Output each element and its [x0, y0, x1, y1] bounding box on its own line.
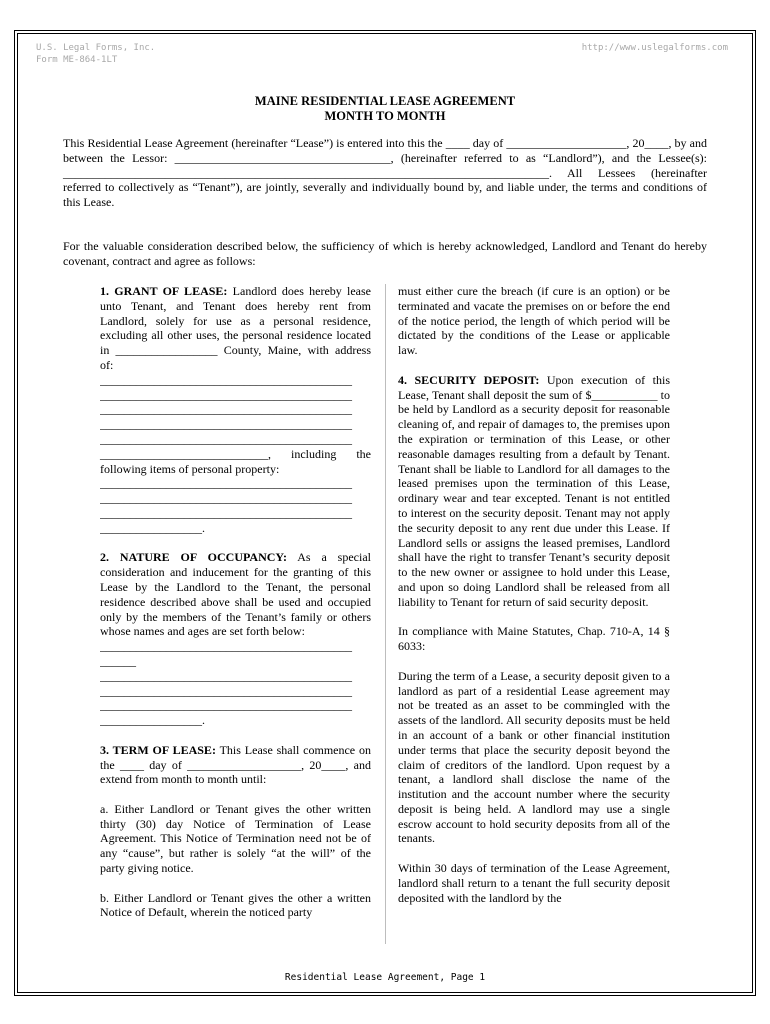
occupant-blank-end[interactable]: _________________. [100, 713, 205, 728]
right-column [398, 284, 670, 905]
section-1-text: Landlord does hereby lease unto Tenant, and Tenant does hereby rent from Landlord, solely for use as a personal residence, excluding all other uses, the personal residence located in _________________ County, Maine, with address of: [100, 284, 372, 372]
section-3-text: This Lease shall commence on the ____ day of ___________________, 20____, and extend from month to month until: [100, 742, 371, 787]
address-blank-line[interactable]: __________________________________________ [100, 431, 352, 446]
occupant-blank-line[interactable]: __________________________________________ [100, 698, 352, 713]
address-blank-line[interactable]: __________________________________________ [100, 372, 352, 387]
document-title [63, 94, 707, 124]
occupant-blank-line[interactable]: __________________________________________ [100, 683, 352, 698]
section-4-security-deposit [398, 373, 670, 610]
section-3-clause-a: a. Either Landlord or Tenant gives the other written thirty (30) day Notice of Termination of Lease Agreement. This Notice of Termination need not be of any “cause”, but rather is solely “at the will” of the party giving notice. [100, 801, 371, 876]
header-form-number: Form ME-864-1LT [36, 55, 118, 65]
intro-paragraph: This Residential Lease Agreement (hereinafter “Lease”) is entered into this the ____ day of ____________________, 20____, by and between the Lessor: ____________________________________, (hereinafter referred to as “Landlord”), and the Lessee(s): _________________________________________________________________________________. All Lessees (hereinafter referred to collectively as “Tenant”), are jointly, severally and individually bound by, and liable under, the terms and conditions of this Lease. [63, 136, 707, 210]
deposit-return-paragraph: Within 30 days of termination of the Lease Agreement, landlord shall return to a tenant the full security deposit deposited with the landlord by the [398, 861, 670, 905]
section-2-text: As a special consideration and inducement for the granting of this Lease by the Landlord to the Tenant, the personal residence described above shall be used and occupied only by the members of the Tenant’s family or others whose names and ages are set forth below: [100, 550, 371, 639]
section-3-term-of-lease [100, 743, 371, 787]
occupant-blank-tail[interactable]: ______ [100, 653, 136, 668]
property-blank-line[interactable]: __________________________________________ [100, 505, 352, 520]
consideration-paragraph: For the valuable consideration described below, the sufficiency of which is hereby acknowledged, Landlord and Tenant do hereby covenant, contract and agree as follows: [63, 239, 707, 268]
header-publisher-name: U.S. Legal Forms, Inc. [36, 43, 156, 53]
section-4-text: Upon execution of this Lease, Tenant shall deposit the sum of $___________ to be held by Landlord as a security deposit for reasonable cleaning of, and repair of damages to, the premises upon the expiration or termination of this Lease, or other reasonable damages resulting from a default by Tenant. Tenant shall be liable to Landlord for all damages to the leased premises upon the termination of this Lease, ordinary wear and tear excepted. Tenant is not entitled to interest on the security deposit. Tenant may not apply the security deposit to any rent due under this Lease. If Landlord sells or assigns the leased premises, Landlord shall have the right to transfer Tenant’s security deposit to the new owner or assignee to hold under this Lease, and upon so doing Landlord shall be released from all liability to Tenant for return of said security deposit. [398, 372, 670, 609]
section-3-clause-b: b. Either Landlord or Tenant gives the other a written Notice of Default, wherein the noticed party [100, 890, 371, 920]
occupant-blank-line[interactable]: __________________________________________ [100, 668, 352, 683]
property-blank-line[interactable]: __________________________________________ [100, 476, 352, 491]
section-4-heading: 4. SECURITY DEPOSIT: [398, 372, 540, 387]
header-publisher [36, 42, 155, 66]
occupant-blank-line[interactable]: __________________________________________ [100, 639, 352, 654]
property-blank-line[interactable]: __________________________________________ [100, 491, 352, 506]
section-3-heading: 3. TERM OF LEASE: [100, 742, 216, 757]
left-column [100, 284, 371, 920]
deposit-handling-paragraph: During the term of a Lease, a security deposit given to a landlord as part of a residential Lease agreement may not be treated as an asset to be commingled with the assets of the landlord. All security deposits must be held in an account of a bank or other financial institution under terms that place the security deposit beyond the claim of creditors of the landlord. Upon request by a tenant, a landlord shall disclose the name of the institution and the account number where the security deposit is being held. A landlord may use a single escrow account to hold security deposits from all of the tenants. [398, 668, 670, 846]
property-blank-end[interactable]: _________________. [100, 520, 205, 535]
address-blank-line[interactable]: __________________________________________ [100, 387, 352, 402]
section-2-heading: 2. NATURE OF OCCUPANCY: [100, 550, 287, 565]
header-url[interactable]: http://www.uslegalforms.com [581, 43, 728, 53]
section-1-heading: 1. GRANT OF LEASE: [100, 284, 228, 298]
statute-reference: In compliance with Maine Statutes, Chap. 710-A, 14 § 6033: [398, 624, 670, 654]
section-3-clause-b-continued: must either cure the breach (if cure is an option) or be terminated and vacate the premises on or before the end of the notice period, the length of which period will be dictated by the conditions of the Lease or applicable law. [398, 284, 670, 358]
section-1-including: ____________________________, including the following items of personal property: [100, 446, 371, 476]
address-blank-line[interactable]: __________________________________________ [100, 402, 352, 417]
section-1-grant-of-lease [100, 284, 371, 373]
column-divider [385, 284, 386, 944]
address-blank-line[interactable]: __________________________________________ [100, 417, 352, 432]
title-line-2: MONTH TO MONTH [324, 109, 446, 123]
section-2-nature-of-occupancy [100, 550, 371, 639]
title-line-1: MAINE RESIDENTIAL LEASE AGREEMENT [254, 94, 516, 108]
page-footer: Residential Lease Agreement, Page 1 [284, 972, 486, 983]
